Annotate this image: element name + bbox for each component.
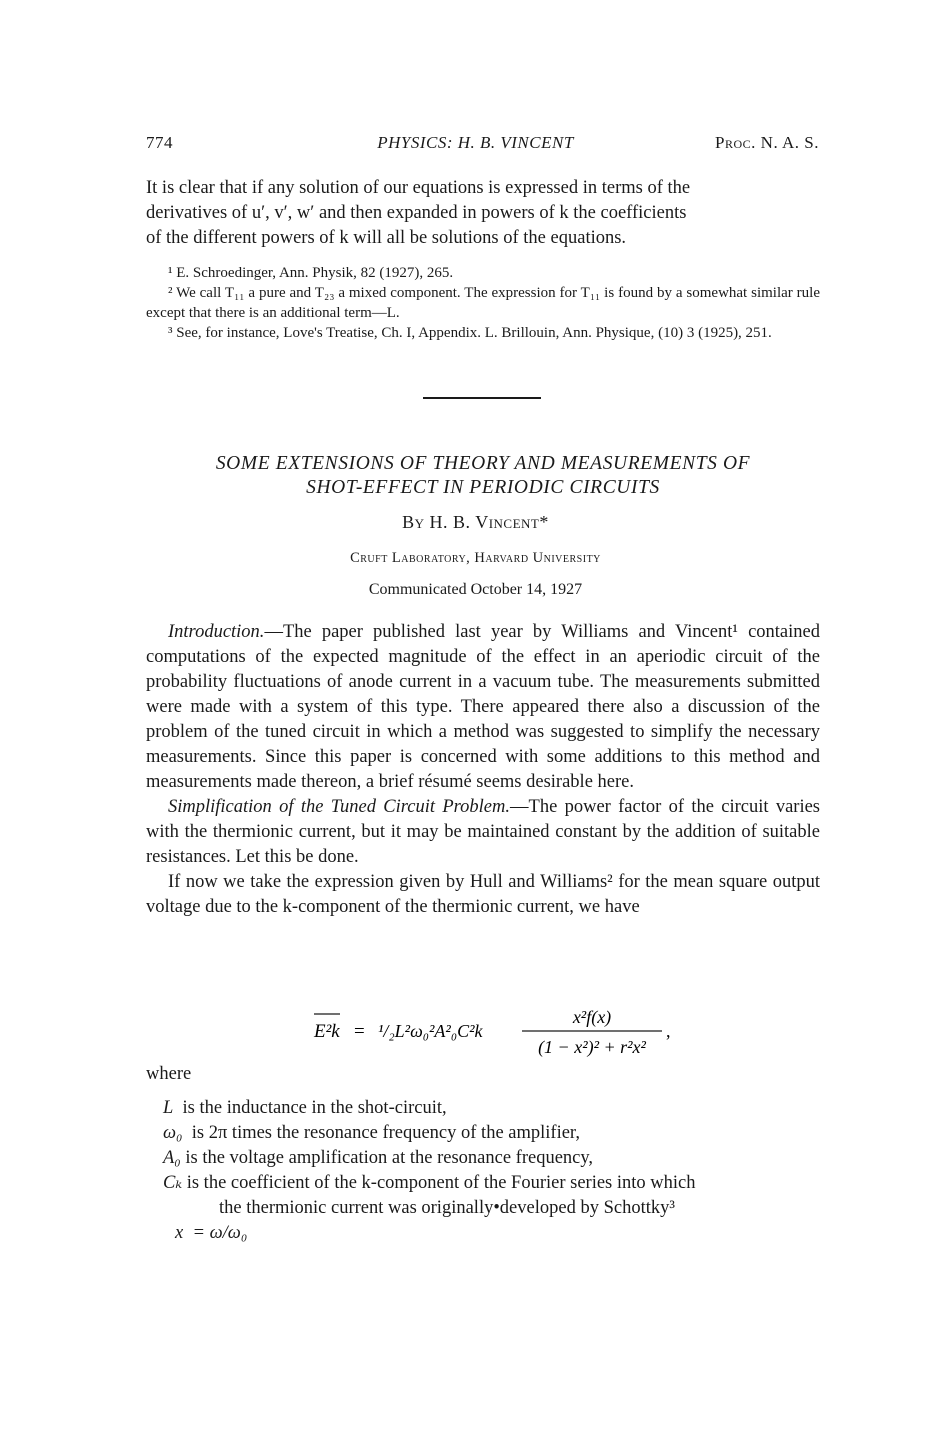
intro-paragraph — [146, 620, 820, 795]
communicated-date: Communicated October 14, 1927 — [368, 581, 583, 598]
eq-coefficient: ¹/₂L²ω₀²A²₀C²k — [378, 1021, 483, 1041]
running-title: PHYSICS: H. B. VINCENT — [377, 133, 574, 152]
mean-square-voltage-equation — [310, 1005, 690, 1061]
prev-article-paragraph — [146, 176, 820, 251]
simplification-text: —The power factor of the circuit varies with the thermionic current, but it may be maintained constant by the addition of suitable resistances. Let this be done. — [146, 797, 820, 867]
hull-williams-paragraph: If now we take the expression given by Hull and Williams² for the mean square output voltage due to the k-component of the thermionic current, we have — [146, 872, 820, 917]
definition-row — [163, 1121, 823, 1146]
symbol-definitions — [163, 1096, 823, 1246]
prev-para-line: of the different powers of k will all be solutions of the equations. — [146, 228, 627, 248]
footnotes — [146, 263, 820, 343]
simplification-heading: Simplification of the Tuned Circuit Problem. — [168, 797, 511, 817]
prev-para-line: derivatives of u′, v′, w′ and then expanded in powers of k the coefficients — [146, 203, 687, 223]
intro-heading: Introduction. — [168, 622, 265, 642]
eq-trailing-comma: , — [666, 1021, 671, 1041]
article-body — [146, 620, 820, 920]
def-symbol: ω₀ — [163, 1123, 183, 1143]
author-byline: By H. B. Vincent* — [402, 512, 549, 532]
footnote-1: ¹ E. Schroedinger, Ann. Physik, 82 (1927), 265. — [168, 265, 454, 281]
eq-equals: = — [354, 1021, 365, 1042]
definition-row — [163, 1096, 823, 1121]
simplification-paragraph — [146, 795, 820, 870]
def-text: is the coefficient of the k-component of the Fourier series into which — [186, 1173, 696, 1193]
eq-lhs: E²k — [314, 1021, 340, 1042]
eq-denominator: (1 − x²)² + r²x² — [538, 1037, 646, 1057]
where-label: where — [146, 1064, 192, 1084]
definition-row — [163, 1221, 823, 1246]
title-line-1: SOME EXTENSIONS OF THEORY AND MEASUREMENTS OF — [215, 453, 751, 474]
def-text: = ω/ω₀ — [192, 1223, 248, 1243]
def-text: is 2π times the resonance frequency of the amplifier, — [191, 1123, 580, 1143]
prev-para-line: It is clear that if any solution of our equations is expressed in terms of the — [146, 178, 691, 198]
section-divider — [423, 397, 541, 399]
def-symbol: A₀ — [163, 1148, 181, 1168]
affiliation: Cruft Laboratory, Harvard University — [350, 550, 601, 566]
definition-continuation: the thermionic current was originally•developed by Schottky³ — [219, 1198, 675, 1218]
def-text: is the inductance in the shot-circuit, — [182, 1098, 447, 1118]
page-number: 774 — [146, 133, 173, 152]
eq-numerator: x²f(x) — [572, 1007, 612, 1027]
title-line-2: SHOT-EFFECT IN PERIODIC CIRCUITS — [306, 477, 660, 498]
def-text: is the voltage amplification at the resonance frequency, — [185, 1148, 594, 1168]
def-symbol: Cₖ — [163, 1173, 183, 1193]
intro-text: —The paper published last year by Williams and Vincent¹ contained computations of the expected magnitude of the effect in an aperiodic circuit of the probability fluctuations of anode current in a vacuum tube. The measurements submitted were made with a system of this type. There appeared there also a discussion of the problem of the tuned circuit in which a method was suggested to simplify the necessary measurements. Since this paper is concerned with some additions to this method and measurements made thereon, a brief résumé seems desirable here. — [146, 622, 820, 792]
article-title — [140, 452, 826, 500]
def-symbol: L — [163, 1098, 174, 1118]
journal-abbrev: Proc. N. A. S. — [715, 133, 819, 152]
definition-row — [163, 1171, 823, 1196]
def-symbol: x — [175, 1223, 184, 1243]
footnote-3: ³ See, for instance, Love's Treatise, Ch. I, Appendix. L. Brillouin, Ann. Physique, (10) 3 (1925), 251. — [168, 325, 772, 341]
footnote-2: ² We call T₁₁ a pure and T₂₃ a mixed component. The expression for T₁₁ is found by a somewhat similar rule except that there is an additional term—L. — [146, 285, 820, 321]
definition-row — [163, 1146, 823, 1171]
